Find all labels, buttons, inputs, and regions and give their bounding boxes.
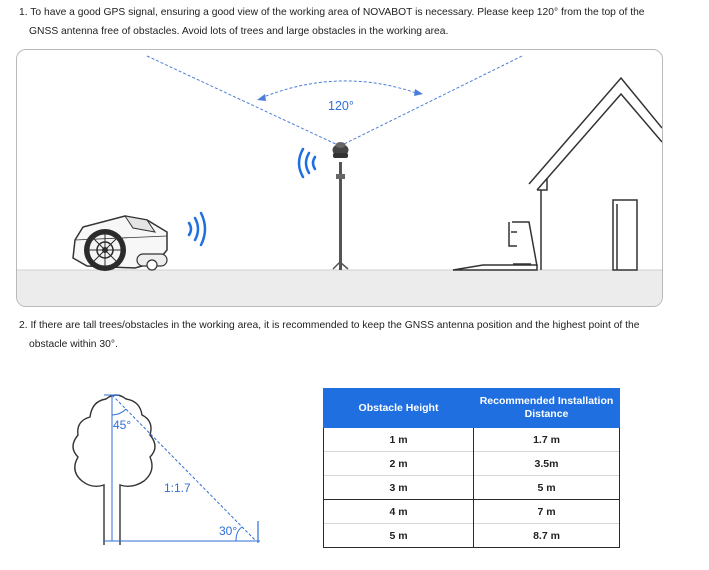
distance-cell: 3.5m <box>474 452 620 476</box>
table-header-row <box>324 389 620 428</box>
instruction-step-1 <box>19 3 699 41</box>
house-icon <box>529 78 662 270</box>
arc-arrow-right-icon <box>414 89 423 96</box>
installation-distance-table <box>323 388 620 548</box>
bottom-angle-label: 30° <box>219 524 238 538</box>
height-cell: 5 m <box>324 524 474 548</box>
antenna-signal-icon <box>299 149 315 177</box>
distance-cell: 1.7 m <box>474 428 620 452</box>
ground <box>17 270 662 306</box>
antenna-scene <box>17 50 662 306</box>
instruction-step-1-line-1: 1. To have a good GPS signal, ensuring a good view of the working area of NOVABOT is necessary. Please keep 120° from the top of the <box>19 7 645 18</box>
table-row <box>324 476 620 500</box>
instruction-step-1-line-2: GNSS antenna free of obstacles. Avoid lots of trees and large obstacles in the working area. <box>29 26 449 37</box>
gnss-antenna-icon <box>333 142 349 270</box>
table-row <box>324 428 620 452</box>
view-angle-label: 120° <box>328 99 354 113</box>
obstacle-angle-figure <box>64 385 274 555</box>
height-cell: 2 m <box>324 452 474 476</box>
mower-signal-icon <box>189 213 205 245</box>
view-cone-right-edge <box>340 56 522 146</box>
height-cell: 1 m <box>324 428 474 452</box>
height-cell: 3 m <box>324 476 474 500</box>
height-cell: 4 m <box>324 500 474 524</box>
distance-cell: 5 m <box>474 476 620 500</box>
header-obstacle-height: Obstacle Height <box>324 389 474 428</box>
top-angle-label: 45° <box>113 418 132 432</box>
instruction-step-2-line-1: 2. If there are tall trees/obstacles in the working area, it is recommended to keep the GNSS antenna position and the highest point of the <box>19 320 640 331</box>
obstacle-diagram <box>64 385 274 555</box>
distance-cell: 8.7 m <box>474 524 620 548</box>
instruction-step-2 <box>19 316 699 354</box>
view-angle-arc <box>261 81 419 98</box>
ratio-label: 1:1.7 <box>164 481 191 495</box>
table-row <box>324 452 620 476</box>
distance-cell: 7 m <box>474 500 620 524</box>
view-cone-left-edge <box>147 56 340 146</box>
table-row <box>324 524 620 548</box>
arc-arrow-left-icon <box>257 94 266 101</box>
sightline <box>112 395 256 541</box>
header-recommended-distance: Recommended Installation Distance <box>474 389 620 428</box>
table-row <box>324 500 620 524</box>
robot-mower-icon <box>73 216 167 271</box>
instruction-step-2-line-2: obstacle within 30°. <box>29 339 118 350</box>
charging-station-icon <box>453 222 537 270</box>
antenna-view-illustration <box>16 49 663 307</box>
